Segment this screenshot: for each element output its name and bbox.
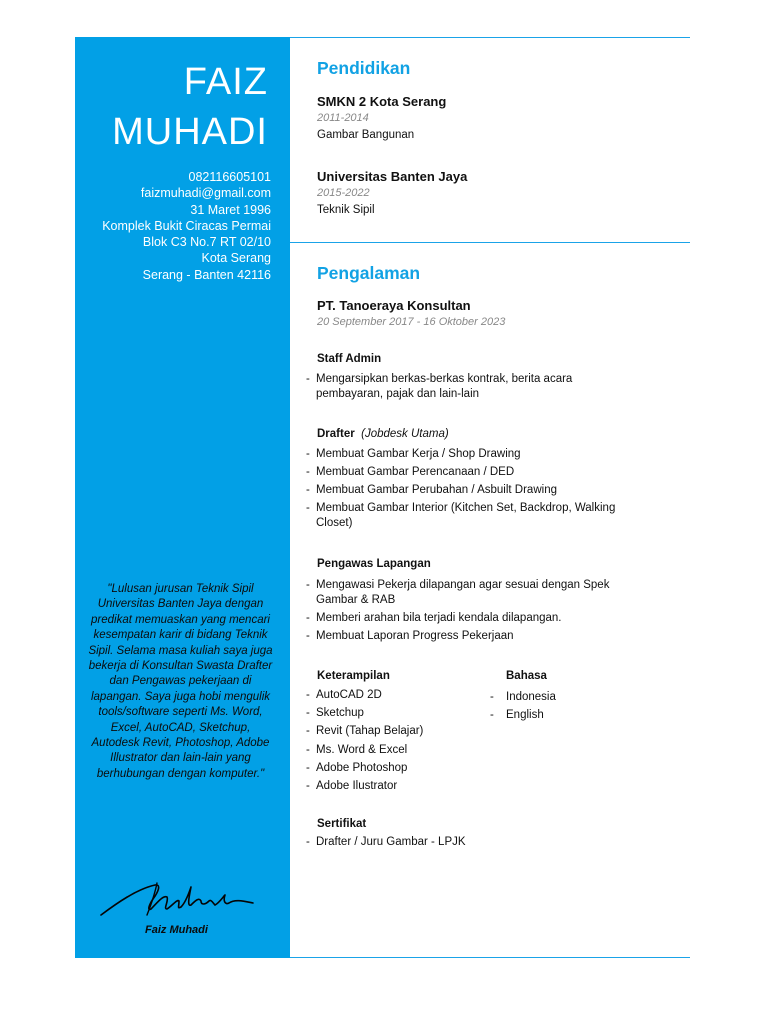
address-line-1: Komplek Bukit Ciracas Permai xyxy=(102,218,271,233)
skill-item: - Sketchup xyxy=(306,706,486,721)
experience-heading: Pengalaman xyxy=(317,263,421,283)
email-address: faizmuhadi@gmail.com xyxy=(140,186,271,201)
profile-sidebar xyxy=(75,37,290,958)
top-divider xyxy=(290,37,690,38)
signature-name: Faiz Muhadi xyxy=(145,924,208,936)
task-item: - Mengarsipkan berkas-berkas kontrak, berita acara pembayaran, pajak dan lain-lain xyxy=(306,372,616,401)
role-title-field-supervisor: Pengawas Lapangan xyxy=(317,558,431,570)
name-first: FAIZ xyxy=(183,61,268,103)
role-title-staff-admin: Staff Admin xyxy=(317,353,382,365)
role-title-drafter xyxy=(317,428,449,440)
certificate-item: - Drafter / Juru Gambar - LPJK xyxy=(306,835,556,850)
school-name: Universitas Banten Jaya xyxy=(317,169,468,184)
task-item: - Membuat Gambar Perencanaan / DED xyxy=(306,465,636,480)
task-item: - Membuat Gambar Kerja / Shop Drawing xyxy=(306,447,636,462)
skill-item: - Revit (Tahap Belajar) xyxy=(306,724,486,739)
task-item: - Mengawasi Pekerja dilapangan agar sesuai dengan Spek Gambar & RAB xyxy=(306,578,621,607)
skill-item: - Adobe Photoshop xyxy=(306,761,486,776)
education-heading: Pendidikan xyxy=(317,58,411,78)
profile-summary-quote: "Lulusan jurusan Teknik Sipil Universitas Banten Jaya dengan predikat memuaskan yang mencari kesempatan karir di bidang Teknik Sipil. Selama masa kuliah saya juga bekerja di Konsultan Swasta Drafter dan Pengawas pekerjaan di lapangan. Saya juga hobi mengulik tools/software seperti Ms. Word, Excel, AutoCAD, Sketchup, Autodesk Revit, Photoshop, Adobe Illustrator dan lain-lain yang berhubungan dengan komputer." xyxy=(88,583,273,780)
task-item: - Membuat Laporan Progress Pekerjaan xyxy=(306,629,621,644)
skills-list xyxy=(306,688,486,793)
education-major: Teknik Sipil xyxy=(317,204,375,216)
bottom-divider xyxy=(290,957,690,958)
task-item: - Memberi arahan bila terjadi kendala dilapangan. xyxy=(306,611,621,626)
contact-info xyxy=(102,169,271,283)
education-item xyxy=(317,169,467,216)
skill-item: - AutoCAD 2D xyxy=(306,688,486,703)
task-item: - Membuat Gambar Perubahan / Asbuilt Drawing xyxy=(306,483,636,498)
signature-image xyxy=(97,875,257,925)
role-name: Drafter xyxy=(317,428,355,440)
certificates-list xyxy=(306,835,556,850)
skill-item: - Adobe Ilustrator xyxy=(306,779,486,794)
address-region: Serang - Banten 42116 xyxy=(142,267,271,282)
phone-number: 082116605101 xyxy=(188,170,271,184)
role-tasks-field-supervisor xyxy=(306,578,621,643)
language-item: - Indonesia xyxy=(490,690,640,705)
task-item: - Membuat Gambar Interior (Kitchen Set, Backdrop, Walking Closet) xyxy=(306,501,636,530)
education-period: 2015-2022 xyxy=(317,187,370,199)
school-name: SMKN 2 Kota Serang xyxy=(317,94,447,109)
birth-date: 31 Maret 1996 xyxy=(190,202,271,217)
address-line-2: Blok C3 No.7 RT 02/10 xyxy=(142,235,271,250)
role-tasks-staff-admin xyxy=(306,372,616,401)
skill-item: - Ms. Word & Excel xyxy=(306,743,486,758)
skills-heading: Keterampilan xyxy=(317,670,390,682)
language-item: - English xyxy=(490,708,640,723)
role-tasks-drafter xyxy=(306,447,636,530)
employment-period: 20 September 2017 - 16 Oktober 2023 xyxy=(317,316,506,328)
company-name: PT. Tanoeraya Konsultan xyxy=(317,298,471,313)
name-last: MUHADI xyxy=(112,111,268,153)
education-period: 2011-2014 xyxy=(317,112,369,124)
profile-name xyxy=(112,57,268,157)
languages-heading: Bahasa xyxy=(506,670,547,682)
education-major: Gambar Bangunan xyxy=(317,129,415,141)
address-city: Kota Serang xyxy=(201,251,271,266)
company-block xyxy=(317,298,505,328)
role-note: (Jobdesk Utama) xyxy=(361,428,449,440)
languages-list xyxy=(490,690,640,723)
education-item xyxy=(317,94,446,141)
certificates-heading: Sertifikat xyxy=(317,818,367,830)
section-divider xyxy=(290,242,690,243)
